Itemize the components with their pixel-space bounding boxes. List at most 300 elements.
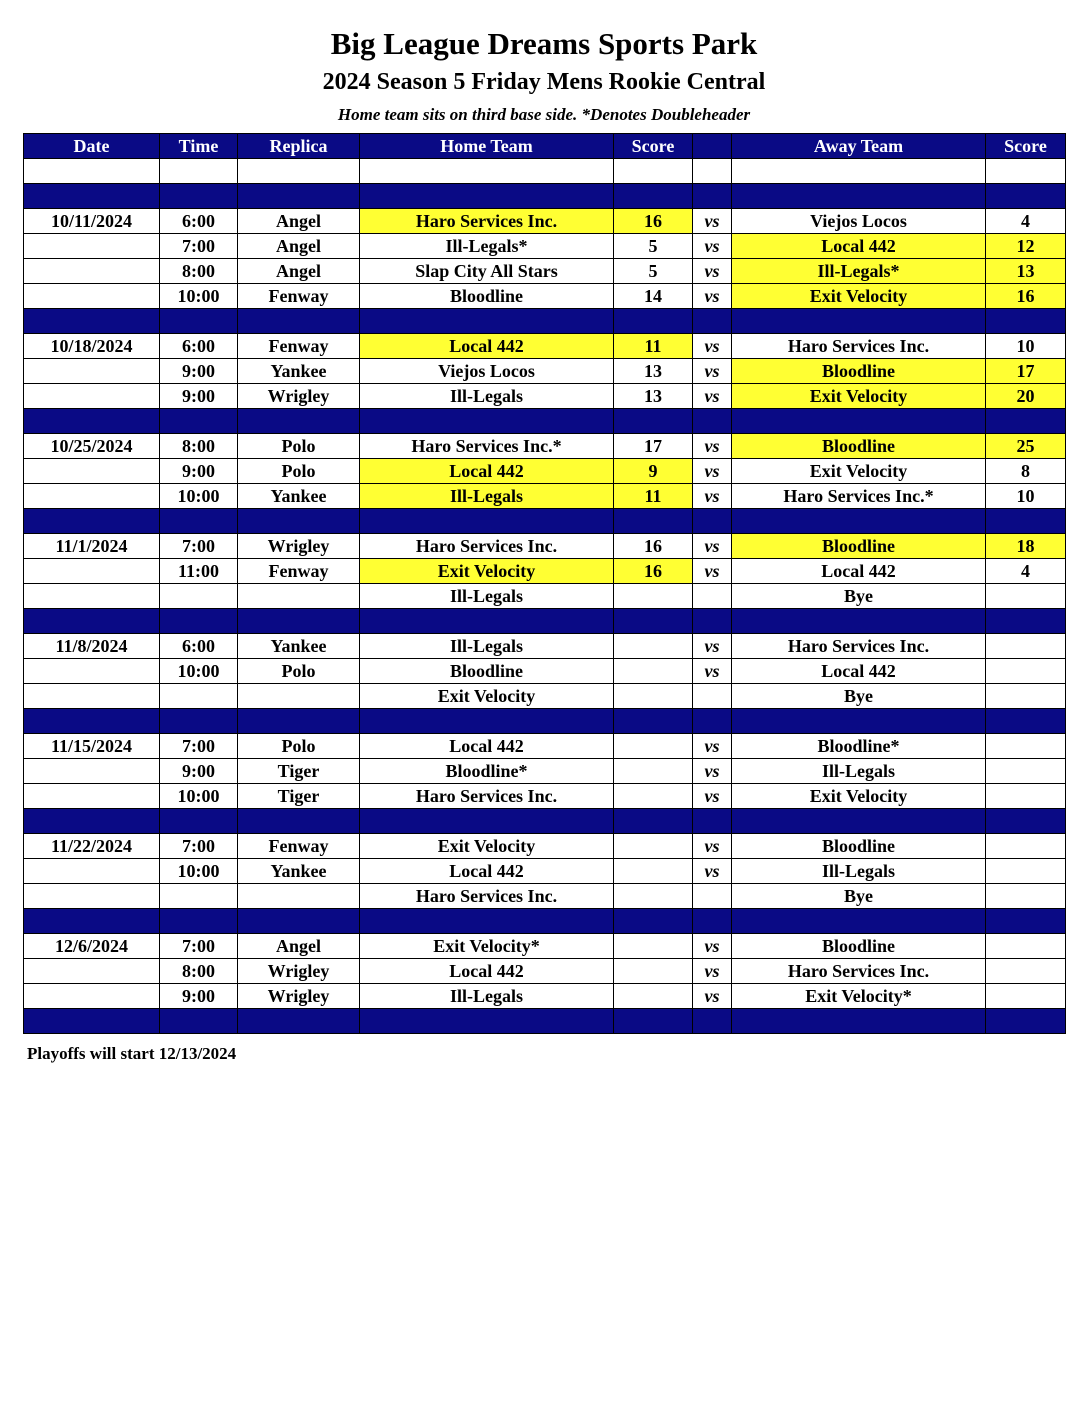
replica-cell <box>238 309 360 334</box>
away-score-cell <box>986 1009 1066 1034</box>
vs-cell: vs <box>693 334 732 359</box>
away-score-cell: 13 <box>986 259 1066 284</box>
home-score-cell: 11 <box>614 484 693 509</box>
away-team-cell <box>732 609 986 634</box>
home-score-cell <box>614 734 693 759</box>
away-score-cell: 17 <box>986 359 1066 384</box>
home-team-cell <box>360 509 614 534</box>
date-cell <box>24 784 160 809</box>
date-cell: 11/8/2024 <box>24 634 160 659</box>
home-score-cell <box>614 684 693 709</box>
away-team-cell: Bye <box>732 884 986 909</box>
home-score-cell: 16 <box>614 534 693 559</box>
date-cell: 11/1/2024 <box>24 534 160 559</box>
column-header-time: Time <box>160 134 238 159</box>
separator-row <box>24 609 1066 634</box>
date-cell <box>24 384 160 409</box>
time-cell: 8:00 <box>160 959 238 984</box>
home-score-cell <box>614 934 693 959</box>
away-team-cell <box>732 909 986 934</box>
away-score-cell <box>986 634 1066 659</box>
column-header-away-score: Score <box>986 134 1066 159</box>
replica-cell: Tiger <box>238 759 360 784</box>
time-cell: 7:00 <box>160 734 238 759</box>
time-cell: 6:00 <box>160 209 238 234</box>
away-team-cell: Haro Services Inc. <box>732 334 986 359</box>
time-cell: 10:00 <box>160 284 238 309</box>
home-score-cell <box>614 584 693 609</box>
vs-cell: vs <box>693 434 732 459</box>
vs-cell: vs <box>693 359 732 384</box>
away-score-cell <box>986 184 1066 209</box>
home-score-cell: 5 <box>614 234 693 259</box>
time-cell <box>160 809 238 834</box>
vs-cell: vs <box>693 209 732 234</box>
away-score-cell: 18 <box>986 534 1066 559</box>
table-row <box>24 209 1066 234</box>
home-score-cell: 13 <box>614 384 693 409</box>
away-score-cell <box>986 609 1066 634</box>
home-team-cell: Ill-Legals* <box>360 234 614 259</box>
away-team-cell <box>732 1009 986 1034</box>
vs-cell: vs <box>693 934 732 959</box>
replica-cell: Angel <box>238 259 360 284</box>
time-cell: 8:00 <box>160 434 238 459</box>
separator-row <box>24 709 1066 734</box>
home-score-cell <box>614 634 693 659</box>
home-score-cell <box>614 1009 693 1034</box>
time-cell: 9:00 <box>160 459 238 484</box>
table-row <box>24 234 1066 259</box>
home-team-cell: Slap City All Stars <box>360 259 614 284</box>
away-team-cell: Ill-Legals* <box>732 259 986 284</box>
home-score-cell <box>614 959 693 984</box>
away-score-cell: 10 <box>986 484 1066 509</box>
date-cell <box>24 984 160 1009</box>
vs-cell: vs <box>693 484 732 509</box>
vs-cell: vs <box>693 859 732 884</box>
time-cell <box>160 509 238 534</box>
home-team-cell <box>360 909 614 934</box>
table-row <box>24 834 1066 859</box>
time-cell: 11:00 <box>160 559 238 584</box>
date-cell <box>24 459 160 484</box>
vs-cell: vs <box>693 984 732 1009</box>
date-cell: 12/6/2024 <box>24 934 160 959</box>
vs-cell: vs <box>693 234 732 259</box>
home-team-cell <box>360 159 614 184</box>
table-row <box>24 784 1066 809</box>
date-cell <box>24 809 160 834</box>
home-score-cell: 5 <box>614 259 693 284</box>
vs-cell <box>693 909 732 934</box>
vs-cell <box>693 409 732 434</box>
date-cell <box>24 284 160 309</box>
table-row <box>24 259 1066 284</box>
table-row <box>24 584 1066 609</box>
time-cell <box>160 409 238 434</box>
home-score-cell: 16 <box>614 209 693 234</box>
away-team-cell <box>732 709 986 734</box>
home-score-cell <box>614 784 693 809</box>
time-cell: 7:00 <box>160 834 238 859</box>
away-team-cell <box>732 409 986 434</box>
page-subtitle: 2024 Season 5 Friday Mens Rookie Central <box>322 69 766 95</box>
date-cell <box>24 859 160 884</box>
away-team-cell: Ill-Legals <box>732 759 986 784</box>
date-cell: 10/18/2024 <box>24 334 160 359</box>
table-row <box>24 384 1066 409</box>
table-row <box>24 434 1066 459</box>
time-cell <box>160 1009 238 1034</box>
header-row <box>24 134 1066 159</box>
vs-cell: vs <box>693 659 732 684</box>
vs-cell <box>693 159 732 184</box>
home-team-cell: Ill-Legals <box>360 984 614 1009</box>
date-cell <box>24 409 160 434</box>
home-team-cell <box>360 309 614 334</box>
replica-cell: Polo <box>238 434 360 459</box>
blank-row <box>24 159 1066 184</box>
date-cell <box>24 959 160 984</box>
playoffs-note: Playoffs will start 12/13/2024 <box>27 1044 237 1063</box>
date-cell: 10/11/2024 <box>24 209 160 234</box>
away-team-cell: Local 442 <box>732 559 986 584</box>
home-score-cell: 9 <box>614 459 693 484</box>
home-score-cell <box>614 309 693 334</box>
home-team-cell: Haro Services Inc. <box>360 209 614 234</box>
time-cell: 8:00 <box>160 259 238 284</box>
away-score-cell <box>986 959 1066 984</box>
replica-cell <box>238 809 360 834</box>
away-team-cell: Exit Velocity <box>732 459 986 484</box>
time-cell <box>160 584 238 609</box>
away-score-cell <box>986 759 1066 784</box>
time-cell <box>160 709 238 734</box>
time-cell: 7:00 <box>160 234 238 259</box>
date-cell <box>24 509 160 534</box>
date-cell <box>24 184 160 209</box>
home-team-cell <box>360 709 614 734</box>
away-team-cell: Haro Services Inc. <box>732 959 986 984</box>
home-score-cell <box>614 659 693 684</box>
away-score-cell <box>986 934 1066 959</box>
vs-cell <box>693 609 732 634</box>
away-score-cell <box>986 984 1066 1009</box>
date-cell <box>24 359 160 384</box>
away-score-cell <box>986 309 1066 334</box>
vs-cell <box>693 1009 732 1034</box>
away-team-cell: Local 442 <box>732 659 986 684</box>
away-score-cell <box>986 909 1066 934</box>
home-score-cell <box>614 859 693 884</box>
vs-cell: vs <box>693 459 732 484</box>
away-score-cell: 20 <box>986 384 1066 409</box>
vs-cell: vs <box>693 634 732 659</box>
home-score-cell <box>614 884 693 909</box>
away-team-cell <box>732 509 986 534</box>
table-row <box>24 559 1066 584</box>
vs-cell: vs <box>693 959 732 984</box>
replica-cell <box>238 409 360 434</box>
date-cell <box>24 484 160 509</box>
vs-cell <box>693 809 732 834</box>
away-team-cell: Bloodline <box>732 934 986 959</box>
home-team-cell: Haro Services Inc. <box>360 884 614 909</box>
home-team-cell: Ill-Legals <box>360 634 614 659</box>
away-team-cell: Exit Velocity <box>732 284 986 309</box>
home-team-cell <box>360 809 614 834</box>
table-row <box>24 459 1066 484</box>
time-cell <box>160 909 238 934</box>
date-cell: 10/25/2024 <box>24 434 160 459</box>
table-row <box>24 359 1066 384</box>
away-score-cell: 4 <box>986 209 1066 234</box>
table-row <box>24 684 1066 709</box>
home-score-cell <box>614 409 693 434</box>
away-score-cell: 8 <box>986 459 1066 484</box>
replica-cell: Polo <box>238 459 360 484</box>
date-cell <box>24 1009 160 1034</box>
home-team-cell: Exit Velocity* <box>360 934 614 959</box>
home-team-cell: Bloodline <box>360 659 614 684</box>
home-team-cell: Exit Velocity <box>360 834 614 859</box>
time-cell: 6:00 <box>160 634 238 659</box>
date-cell <box>24 259 160 284</box>
vs-cell <box>693 584 732 609</box>
replica-cell <box>238 184 360 209</box>
table-row <box>24 984 1066 1009</box>
date-cell <box>24 884 160 909</box>
column-header-away-team: Away Team <box>732 134 986 159</box>
table-row <box>24 659 1066 684</box>
home-score-cell: 16 <box>614 559 693 584</box>
page-note: Home team sits on third base side. *Denotes Doubleheader <box>337 105 751 124</box>
away-score-cell <box>986 509 1066 534</box>
date-cell: 11/15/2024 <box>24 734 160 759</box>
time-cell: 9:00 <box>160 359 238 384</box>
home-score-cell: 14 <box>614 284 693 309</box>
home-team-cell: Haro Services Inc. <box>360 784 614 809</box>
away-team-cell: Bloodline <box>732 434 986 459</box>
table-row <box>24 334 1066 359</box>
replica-cell: Wrigley <box>238 384 360 409</box>
date-cell <box>24 909 160 934</box>
home-score-cell <box>614 709 693 734</box>
vs-cell: vs <box>693 259 732 284</box>
replica-cell: Fenway <box>238 559 360 584</box>
away-score-cell <box>986 734 1066 759</box>
replica-cell: Wrigley <box>238 959 360 984</box>
table-row <box>24 534 1066 559</box>
home-team-cell <box>360 409 614 434</box>
home-team-cell: Viejos Locos <box>360 359 614 384</box>
replica-cell: Angel <box>238 934 360 959</box>
away-team-cell: Bye <box>732 584 986 609</box>
date-cell <box>24 159 160 184</box>
date-cell <box>24 709 160 734</box>
away-score-cell <box>986 809 1066 834</box>
table-row <box>24 759 1066 784</box>
column-header-replica: Replica <box>238 134 360 159</box>
date-cell <box>24 584 160 609</box>
away-team-cell: Haro Services Inc.* <box>732 484 986 509</box>
column-header-vs <box>693 134 732 159</box>
replica-cell <box>238 884 360 909</box>
replica-cell: Angel <box>238 234 360 259</box>
replica-cell: Wrigley <box>238 534 360 559</box>
away-team-cell: Local 442 <box>732 234 986 259</box>
time-cell: 10:00 <box>160 484 238 509</box>
away-team-cell: Bloodline <box>732 359 986 384</box>
vs-cell: vs <box>693 384 732 409</box>
replica-cell <box>238 684 360 709</box>
away-team-cell: Exit Velocity* <box>732 984 986 1009</box>
away-score-cell <box>986 659 1066 684</box>
away-team-cell: Viejos Locos <box>732 209 986 234</box>
away-score-cell: 4 <box>986 559 1066 584</box>
away-team-cell: Bloodline <box>732 834 986 859</box>
home-team-cell: Local 442 <box>360 734 614 759</box>
home-score-cell <box>614 759 693 784</box>
home-score-cell <box>614 834 693 859</box>
home-team-cell: Local 442 <box>360 859 614 884</box>
replica-cell: Yankee <box>238 359 360 384</box>
away-score-cell <box>986 709 1066 734</box>
home-team-cell: Ill-Legals <box>360 584 614 609</box>
time-cell: 9:00 <box>160 759 238 784</box>
away-score-cell <box>986 784 1066 809</box>
away-team-cell <box>732 809 986 834</box>
date-cell <box>24 759 160 784</box>
separator-row <box>24 1009 1066 1034</box>
date-cell <box>24 309 160 334</box>
away-team-cell: Ill-Legals <box>732 859 986 884</box>
replica-cell: Fenway <box>238 284 360 309</box>
home-team-cell: Exit Velocity <box>360 684 614 709</box>
home-team-cell <box>360 184 614 209</box>
date-cell <box>24 609 160 634</box>
replica-cell: Polo <box>238 659 360 684</box>
replica-cell: Wrigley <box>238 984 360 1009</box>
replica-cell: Yankee <box>238 634 360 659</box>
away-score-cell <box>986 834 1066 859</box>
table-row <box>24 884 1066 909</box>
time-cell: 10:00 <box>160 659 238 684</box>
table-row <box>24 634 1066 659</box>
replica-cell: Angel <box>238 209 360 234</box>
replica-cell: Yankee <box>238 484 360 509</box>
home-score-cell: 13 <box>614 359 693 384</box>
home-score-cell <box>614 159 693 184</box>
time-cell: 6:00 <box>160 334 238 359</box>
replica-cell <box>238 909 360 934</box>
home-team-cell: Bloodline <box>360 284 614 309</box>
home-team-cell <box>360 1009 614 1034</box>
vs-cell: vs <box>693 534 732 559</box>
schedule-table <box>23 133 1066 1034</box>
table-row <box>24 734 1066 759</box>
table-row <box>24 959 1066 984</box>
vs-cell: vs <box>693 734 732 759</box>
date-cell <box>24 659 160 684</box>
separator-row <box>24 184 1066 209</box>
vs-cell <box>693 309 732 334</box>
home-score-cell: 17 <box>614 434 693 459</box>
time-cell: 9:00 <box>160 384 238 409</box>
away-score-cell <box>986 584 1066 609</box>
separator-row <box>24 309 1066 334</box>
table-row <box>24 934 1066 959</box>
replica-cell: Polo <box>238 734 360 759</box>
home-score-cell: 11 <box>614 334 693 359</box>
home-team-cell: Local 442 <box>360 959 614 984</box>
vs-cell: vs <box>693 834 732 859</box>
vs-cell <box>693 684 732 709</box>
column-header-date: Date <box>24 134 160 159</box>
time-cell <box>160 884 238 909</box>
home-team-cell: Exit Velocity <box>360 559 614 584</box>
replica-cell <box>238 509 360 534</box>
away-team-cell: Bloodline* <box>732 734 986 759</box>
home-team-cell: Local 442 <box>360 459 614 484</box>
table-row <box>24 284 1066 309</box>
vs-cell <box>693 509 732 534</box>
vs-cell <box>693 184 732 209</box>
replica-cell: Fenway <box>238 334 360 359</box>
time-cell: 10:00 <box>160 859 238 884</box>
separator-row <box>24 509 1066 534</box>
time-cell: 7:00 <box>160 534 238 559</box>
vs-cell: vs <box>693 559 732 584</box>
time-cell <box>160 309 238 334</box>
away-team-cell: Exit Velocity <box>732 384 986 409</box>
date-cell <box>24 684 160 709</box>
table-row <box>24 859 1066 884</box>
vs-cell: vs <box>693 284 732 309</box>
away-score-cell: 12 <box>986 234 1066 259</box>
column-header-home-team: Home Team <box>360 134 614 159</box>
time-cell <box>160 684 238 709</box>
away-score-cell: 16 <box>986 284 1066 309</box>
date-cell <box>24 559 160 584</box>
time-cell: 10:00 <box>160 784 238 809</box>
away-score-cell <box>986 159 1066 184</box>
away-team-cell <box>732 159 986 184</box>
away-team-cell <box>732 309 986 334</box>
time-cell: 7:00 <box>160 934 238 959</box>
home-score-cell <box>614 509 693 534</box>
home-team-cell: Ill-Legals <box>360 384 614 409</box>
vs-cell <box>693 884 732 909</box>
away-score-cell: 25 <box>986 434 1066 459</box>
vs-cell: vs <box>693 759 732 784</box>
replica-cell <box>238 709 360 734</box>
home-score-cell <box>614 184 693 209</box>
home-score-cell <box>614 909 693 934</box>
separator-row <box>24 809 1066 834</box>
away-team-cell: Bloodline <box>732 534 986 559</box>
time-cell <box>160 159 238 184</box>
table-row <box>24 484 1066 509</box>
home-team-cell: Local 442 <box>360 334 614 359</box>
replica-cell: Fenway <box>238 834 360 859</box>
away-score-cell: 10 <box>986 334 1066 359</box>
replica-cell <box>238 1009 360 1034</box>
home-team-cell: Ill-Legals <box>360 484 614 509</box>
replica-cell: Tiger <box>238 784 360 809</box>
away-score-cell <box>986 884 1066 909</box>
